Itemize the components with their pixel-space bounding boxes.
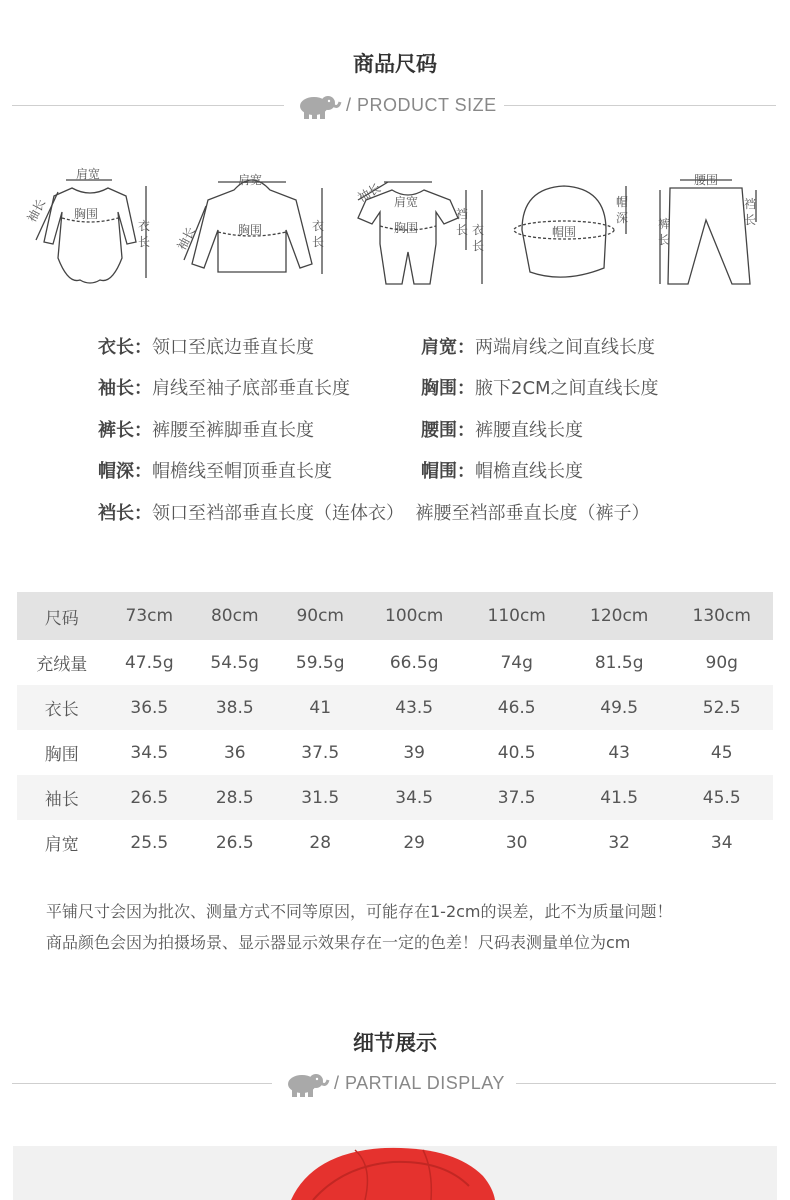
pants-crotch-label-1: 裆	[744, 197, 757, 211]
divider-line-right	[504, 105, 776, 106]
table-header-row	[17, 592, 773, 640]
table-row	[17, 640, 773, 685]
table-cell: 34.5	[363, 775, 466, 820]
definition-length	[98, 333, 314, 359]
elephant-icon	[296, 94, 344, 120]
definition-chest	[421, 374, 659, 400]
dress-length-label-2: 长	[138, 235, 151, 249]
definition-desc: 两端肩线之间直线长度	[475, 337, 655, 358]
table-cell: 37.5	[301, 742, 340, 763]
table-row	[17, 820, 773, 865]
measurement-diagrams	[0, 160, 790, 300]
divider-line-left	[12, 1083, 272, 1084]
definition-term: 腰围：	[421, 420, 475, 441]
size-section-title: 商品尺码	[353, 52, 437, 76]
elephant-icon	[284, 1072, 332, 1098]
pants-length-label-2: 长	[658, 233, 671, 247]
table-cell: 90g	[705, 652, 738, 673]
table-cell: 31.5	[277, 775, 362, 820]
table-cell: 46.5	[465, 685, 568, 730]
romper-sleeve-label: 袖长	[355, 180, 384, 205]
size-table	[17, 592, 773, 865]
table-header-cell: 90cm	[277, 592, 362, 640]
size-subtitle: / PRODUCT SIZE	[346, 95, 497, 115]
definition-desc: 领口至底边垂直长度	[152, 337, 314, 358]
table-cell: 66.5g	[389, 652, 439, 673]
definition-term: 肩宽：	[421, 337, 475, 358]
definition-hat	[421, 457, 583, 483]
table-cell: 28	[309, 832, 332, 853]
dress-chest-label: 胸围	[74, 207, 99, 221]
table-row	[17, 730, 773, 775]
table-cell: 充绒量	[36, 655, 88, 675]
measurement-note-2: 商品颜色会因为拍摄场景、显示器显示效果存在一定的色差！尺码表测量单位为cm	[46, 933, 631, 952]
table-header-cell: 130cm	[670, 592, 773, 640]
definition-desc: 帽檐线至帽顶垂直长度	[152, 461, 332, 482]
table-cell: 30	[505, 832, 528, 853]
hat-label: 帽围	[552, 225, 577, 239]
table-cell: 47.5g	[124, 652, 174, 673]
romper-length-label-1: 衣	[472, 223, 485, 237]
table-cell: 45	[710, 742, 733, 763]
pants-waist-label: 腰围	[694, 173, 719, 187]
definition-sleeve	[98, 374, 350, 400]
table-cell: 袖长	[17, 775, 107, 820]
romper-shoulder-label: 肩宽	[394, 195, 419, 209]
table-cell: 26.5	[215, 832, 254, 853]
table-cell: 32	[608, 832, 630, 853]
table-row	[17, 775, 773, 820]
table-cell: 54.5g	[210, 652, 260, 673]
definition-term: 帽深：	[98, 461, 152, 482]
table-cell: 39	[403, 742, 425, 763]
table-header-cell: 100cm	[363, 592, 466, 640]
table-cell: 36.5	[107, 685, 192, 730]
table-cell: 40.5	[497, 742, 536, 763]
table-header-cell: 110cm	[465, 592, 568, 640]
definition-term: 裤长：	[98, 420, 152, 441]
table-cell: 34	[710, 832, 733, 853]
table-cell: 45.5	[670, 775, 773, 820]
detail-subtitle: / PARTIAL DISPLAY	[334, 1073, 505, 1093]
definition-waist	[421, 416, 583, 442]
table-cell: 38.5	[192, 685, 277, 730]
romper-chest-label: 胸围	[394, 221, 419, 235]
definition-term: 衣长：	[98, 337, 152, 358]
definition-term: 帽围：	[421, 461, 475, 482]
table-cell: 29	[403, 832, 425, 853]
definition-desc: 帽檐直线长度	[475, 461, 583, 482]
table-cell: 衣长	[17, 685, 107, 730]
table-cell: 81.5g	[594, 652, 644, 673]
table-cell: 41	[277, 685, 362, 730]
table-cell: 59.5g	[295, 652, 345, 673]
hoodie-length-label-2: 长	[312, 235, 325, 249]
definition-term: 裆长：	[98, 503, 152, 524]
definition-desc: 肩线至袖子底部垂直长度	[152, 378, 350, 399]
divider-line-right	[516, 1083, 776, 1084]
detail-subtitle-row	[12, 1072, 776, 1096]
table-cell: 28.5	[192, 775, 277, 820]
table-cell: 43.5	[363, 685, 466, 730]
table-cell: 37.5	[465, 775, 568, 820]
table-row	[17, 685, 773, 730]
size-subtitle-row	[12, 94, 776, 118]
romper-length-label-2: 长	[472, 239, 485, 253]
table-cell: 52.5	[670, 685, 773, 730]
table-cell: 肩宽	[44, 835, 79, 855]
table-header-cell: 73cm	[107, 592, 192, 640]
detail-section-title: 细节展示	[353, 1031, 437, 1055]
pants-length-label-1: 裤	[658, 217, 671, 231]
definition-crotch	[98, 499, 649, 525]
definition-desc: 领口至裆部垂直长度（连体衣） 裤腰至裆部垂直长度（裤子）	[152, 503, 650, 524]
definition-term: 胸围：	[421, 378, 475, 399]
table-cell: 26.5	[107, 775, 192, 820]
dress-diagram	[36, 180, 146, 283]
definition-desc: 腋下2CM之间直线长度	[475, 378, 659, 399]
definition-desc: 裤腰直线长度	[475, 420, 583, 441]
definition-pants-length	[98, 416, 314, 442]
hat-depth-label-1: 帽	[616, 195, 629, 209]
table-cell: 25.5	[130, 832, 169, 853]
hoodie-length-label-1: 衣	[312, 219, 325, 233]
measurement-note-1: 平铺尺寸会因为批次、测量方式不同等原因，可能存在1-2cm的误差，此不为质量问题！	[46, 902, 673, 921]
table-cell: 49.5	[568, 685, 671, 730]
dress-shoulder-label: 肩宽	[76, 167, 101, 181]
pants-crotch-label-2: 长	[744, 213, 757, 227]
table-cell: 41.5	[568, 775, 671, 820]
table-header-cell: 80cm	[192, 592, 277, 640]
romper-crotch-label-1: 裆	[456, 207, 469, 221]
table-cell: 胸围	[44, 745, 79, 765]
detail-photo	[13, 1146, 777, 1200]
hoodie-chest-label: 胸围	[238, 223, 263, 237]
table-cell: 36	[223, 742, 246, 763]
table-header-cell: 120cm	[568, 592, 671, 640]
definition-shoulder	[421, 333, 655, 359]
table-cell: 34.5	[130, 742, 169, 763]
table-cell: 43	[608, 742, 630, 763]
definition-desc: 裤腰至裤脚垂直长度	[152, 420, 314, 441]
definition-term: 袖长：	[98, 378, 152, 399]
hoodie-sleeve-label: 袖长	[174, 224, 199, 253]
hat-depth-label-2: 深	[616, 211, 629, 225]
definition-hat-depth	[98, 457, 332, 483]
romper-crotch-label-2: 长	[456, 223, 469, 237]
dress-sleeve-label: 袖长	[24, 196, 49, 225]
hoodie-shoulder-label: 肩宽	[238, 173, 263, 187]
table-cell: 74g	[500, 652, 533, 673]
divider-line-left	[12, 105, 284, 106]
pants-diagram	[660, 180, 756, 284]
dress-length-label-1: 衣	[138, 219, 151, 233]
table-header-cell: 尺码	[17, 592, 107, 640]
